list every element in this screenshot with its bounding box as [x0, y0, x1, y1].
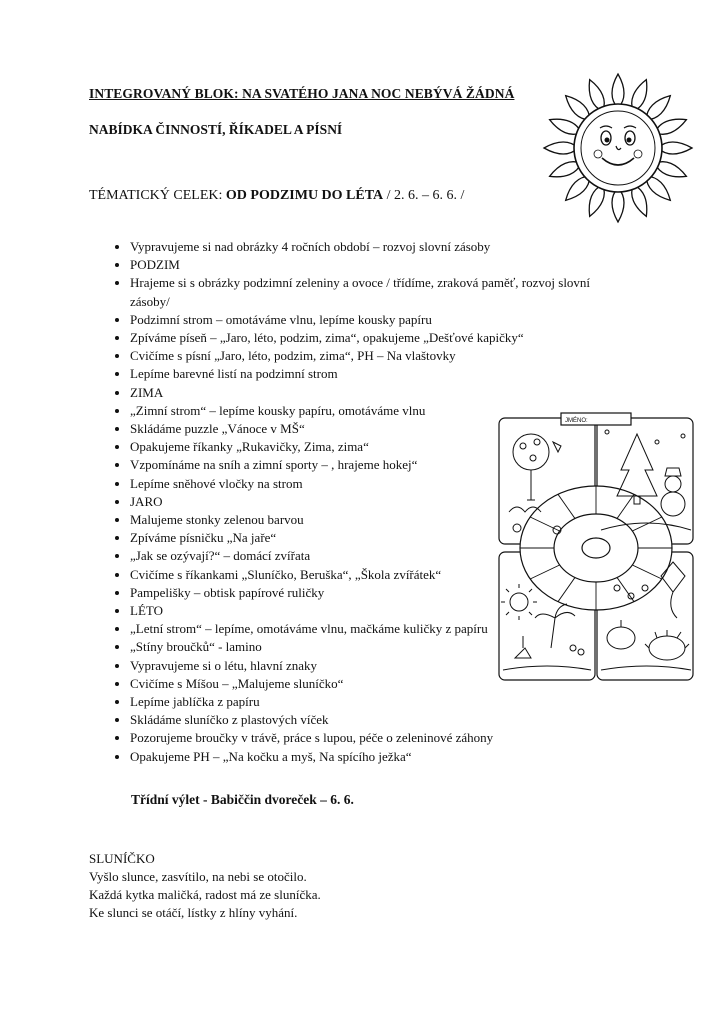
document-subtitle: NABÍDKA ČINNOSTÍ, ŘÍKADEL A PÍSNÍ — [89, 122, 343, 137]
list-item: • PODZIM — [130, 256, 530, 274]
poem-title: SLUNÍČKO — [89, 851, 155, 866]
list-item: • Vzpomínáme na sníh a zimní sporty – , hrajeme hokej“ — [130, 456, 530, 474]
list-item: • Skládáme puzzle „Vánoce v MŠ“ — [130, 420, 530, 438]
poem — [89, 850, 321, 922]
wheel-name-label: JMÉNO: — [565, 418, 588, 424]
list-item: • Zpíváme písničku „Na jaře“ — [130, 529, 530, 547]
list-item: • Vypravujeme si o létu, hlavní znaky — [130, 657, 530, 675]
theme-dates: / 2. 6. – 6. 6. / — [386, 188, 465, 203]
theme-line — [89, 188, 464, 204]
poem-line: Vyšlo slunce, zasvítilo, na nebi se otočilo. — [89, 869, 307, 884]
class-trip-note: Třídní výlet - Babiččin dvoreček – 6. 6. — [131, 792, 354, 807]
poem-line: Ke slunci se otáčí, lístky z hlíny vyhání. — [89, 905, 298, 920]
list-item: • JARO — [130, 493, 530, 511]
list-item: • Hrajeme si s obrázky podzimní zeleniny a ovoce / třídíme, zraková paměť, rozvoj slovní zásoby/ — [130, 274, 610, 310]
list-item: • „Jak se ozývají?“ – domácí zvířata — [130, 547, 530, 565]
list-item: • Zpíváme píseň – „Jaro, léto, podzim, zima“, opakujeme „Dešťové kapičky“ — [130, 329, 630, 347]
list-item: • „Zimní strom“ – lepíme kousky papíru, omotáváme vlnu — [130, 402, 630, 420]
list-item: • „Stíny broučků“ - lamino — [130, 638, 530, 656]
list-item: • Cvičíme s písní „Jaro, léto, podzim, zima“, PH – Na vlaštovky — [130, 347, 630, 365]
list-item: • Malujeme stonky zelenou barvou — [130, 511, 530, 529]
list-item: • „Letní strom“ – lepíme, omotáváme vlnu, mačkáme kuličky z papíru — [130, 620, 492, 638]
list-item: • Lepíme jablíčka z papíru — [130, 693, 530, 711]
list-item: • Pozorujeme broučky v trávě, práce s lupou, péče o zeleninové záhony — [130, 729, 630, 747]
list-item: • Skládáme sluníčko z plastových víček — [130, 711, 530, 729]
list-item: • Cvičíme s Míšou – „Malujeme sluníčko“ — [130, 675, 530, 693]
poem-line: Každá kytka maličká, radost má ze sluníčka. — [89, 887, 321, 902]
seasons-wheel-illustration — [497, 412, 695, 684]
theme-label: TÉMATICKÝ CELEK: — [89, 188, 223, 203]
list-item: • Opakujeme PH – „Na kočku a myš, Na spícího ježka“ — [130, 748, 630, 766]
list-item: • ZIMA — [130, 384, 530, 402]
list-item: • Lepíme sněhové vločky na strom — [130, 475, 530, 493]
list-item: • Cvičíme s říkankami „Sluníčko, Beruška“, „Škola zvířátek“ — [130, 566, 530, 584]
list-item: • Pampelišky – obtisk papírové ruličky — [130, 584, 530, 602]
list-item: • Podzimní strom – omotáváme vlnu, lepíme kousky papíru — [130, 311, 630, 329]
theme-name: OD PODZIMU DO LÉTA — [225, 188, 384, 203]
list-item: • Lepíme barevné listí na podzimní strom — [130, 365, 630, 383]
list-item: • Vypravujeme si nad obrázky 4 ročních období – rozvoj slovní zásoby — [130, 238, 630, 256]
list-item: • LÉTO — [130, 602, 530, 620]
sun-illustration — [538, 68, 698, 228]
list-item: • Opakujeme říkanky „Rukavičky, Zima, zima“ — [130, 438, 530, 456]
document-title: INTEGROVANÝ BLOK: NA SVATÉHO JANA NOC NEBÝVÁ ŽÁDNÁ — [89, 86, 515, 101]
